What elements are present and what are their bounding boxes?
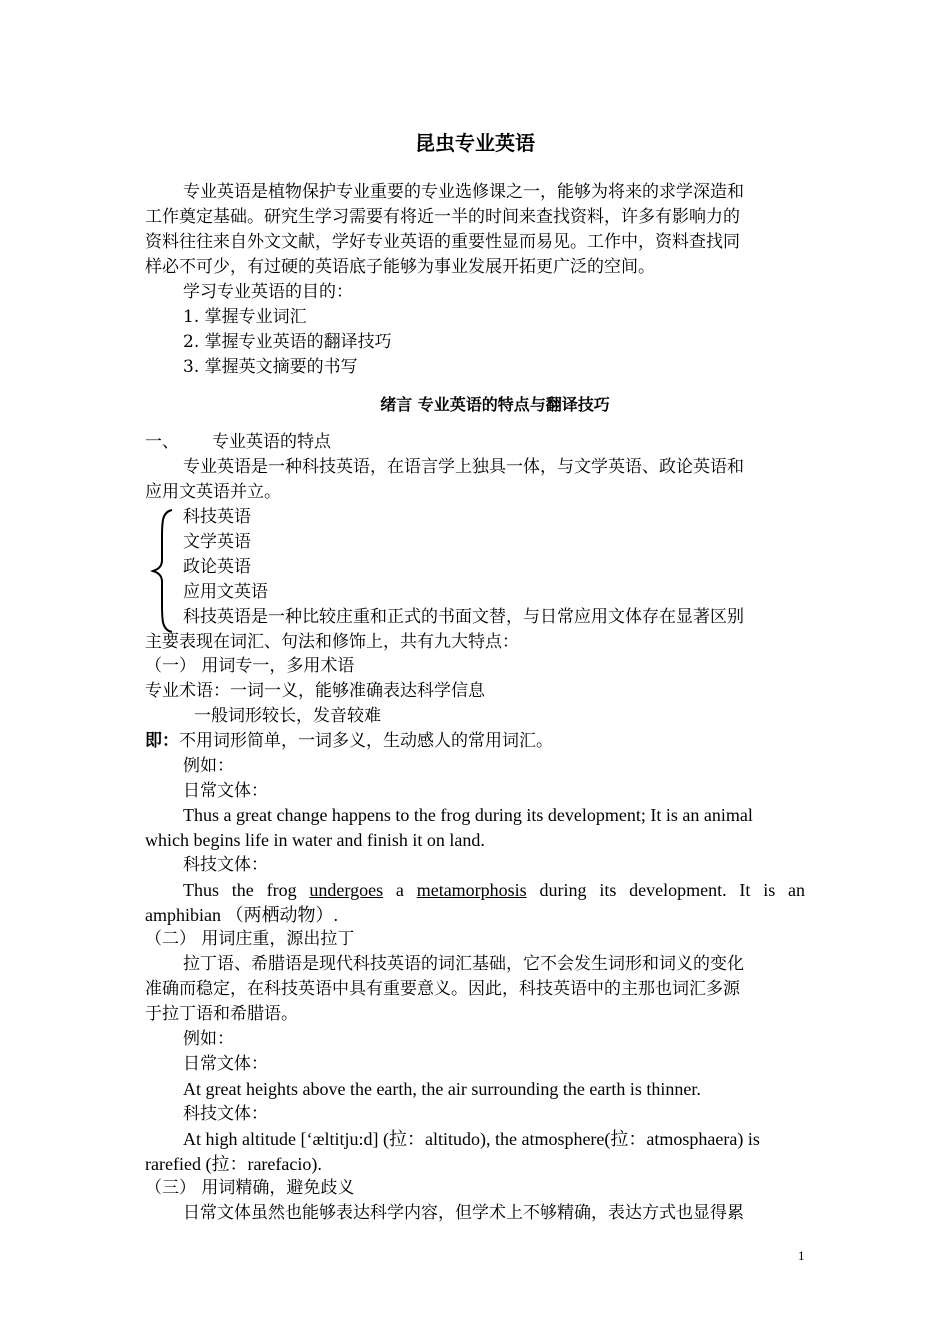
part-heading-number: 一、 [145,432,179,452]
english-example: rarefied (拉：rarefacio). [145,1154,322,1174]
body-line: 日常文体虽然也能够表达科学内容，但学术上不够精确，表达方式也显得累 [183,1203,744,1223]
style-item: 政论英语 [183,557,251,577]
intro-line: 样必不可少，有过硬的英语底子能够为事业发展开拓更广泛的空间。 [145,257,655,277]
brace-icon [150,508,176,634]
feature-heading: （二） 用词庄重，源出拉丁 [145,929,355,949]
style-item: 科技英语 [183,507,251,527]
english-example: Thus a great change happens to the frog during its development; It is an animal [183,805,753,825]
example-text: a [395,880,404,900]
feature-heading: （三） 用词精确，避免歧义 [145,1178,355,1198]
underlined-term: undergoes [309,880,384,900]
sci-label: 科技文体： [183,1104,268,1124]
purpose-item: 3. 掌握英文摘要的书写 [183,357,358,377]
body-line: 主要表现在词汇、句法和修饰上，共有九大特点： [145,632,519,652]
body-line: 于拉丁语和希腊语。 [145,1004,298,1024]
body-line: 专业英语是一种科技英语，在语言学上独具一体，与文学英语、政论英语和 [183,457,744,477]
example-text: Thus the frog [183,880,297,900]
purpose-item: 1. 掌握专业词汇 [183,307,307,327]
section-title: 绪言 专业英语的特点与翻译技巧 [380,395,610,414]
purpose-heading: 学习专业英语的目的： [183,282,353,302]
example-label: 例如： [183,1029,234,1049]
english-example: amphibian （两栖动物）. [145,905,338,925]
daily-label: 日常文体： [183,781,268,801]
sci-label: 科技文体： [183,855,268,875]
body-line: 科技英语是一种比较庄重和正式的书面文替，与日常应用文体存在显著区别 [183,607,744,627]
english-example: At high altitude [‘æltitju:d] (拉：altitudo), the atmosphere(拉：atmosphaera) is [183,1129,760,1149]
ji-label: 即： [145,731,179,751]
style-item: 应用文英语 [183,582,268,602]
term-line: 专业术语：一词一义，能够准确表达科学信息 [145,681,485,701]
daily-label: 日常文体： [183,1054,268,1074]
example-text: during its development. It is an [539,880,806,900]
underlined-term: metamorphosis [416,880,527,900]
term-line: 一般词形较长，发音较难 [194,706,381,726]
english-example: At great heights above the earth, the air surrounding the earth is thinner. [183,1079,701,1099]
style-item: 文学英语 [183,532,251,552]
body-line: 应用文英语并立。 [145,482,281,502]
intro-line: 资料往往来自外文文献，学好专业英语的重要性显而易见。工作中，资料查找同 [145,232,740,252]
ji-line [145,729,553,753]
feature-heading: （一） 用词专一，多用术语 [145,656,355,676]
body-line: 准确而稳定，在科技英语中具有重要意义。因此，科技英语中的主那也词汇多源 [145,979,740,999]
page-number: 1 [798,1248,805,1263]
example-label: 例如： [183,756,234,776]
english-example: which begins life in water and finish it on land. [145,830,485,850]
intro-line: 工作奠定基础。研究生学习需要有将近一半的时间来查找资料，许多有影响力的 [145,207,740,227]
part-heading-text: 专业英语的特点 [212,432,331,452]
purpose-item: 2. 掌握专业英语的翻译技巧 [183,332,392,352]
body-line: 拉丁语、希腊语是现代科技英语的词汇基础，它不会发生词形和词义的变化 [183,954,744,974]
intro-line: 专业英语是植物保护专业重要的专业选修课之一，能够为将来的求学深造和 [183,182,744,202]
english-example [183,878,805,902]
ji-text: 不用词形简单，一词多义，生动感人的常用词汇。 [179,731,553,751]
document-title: 昆虫专业英语 [415,131,535,155]
